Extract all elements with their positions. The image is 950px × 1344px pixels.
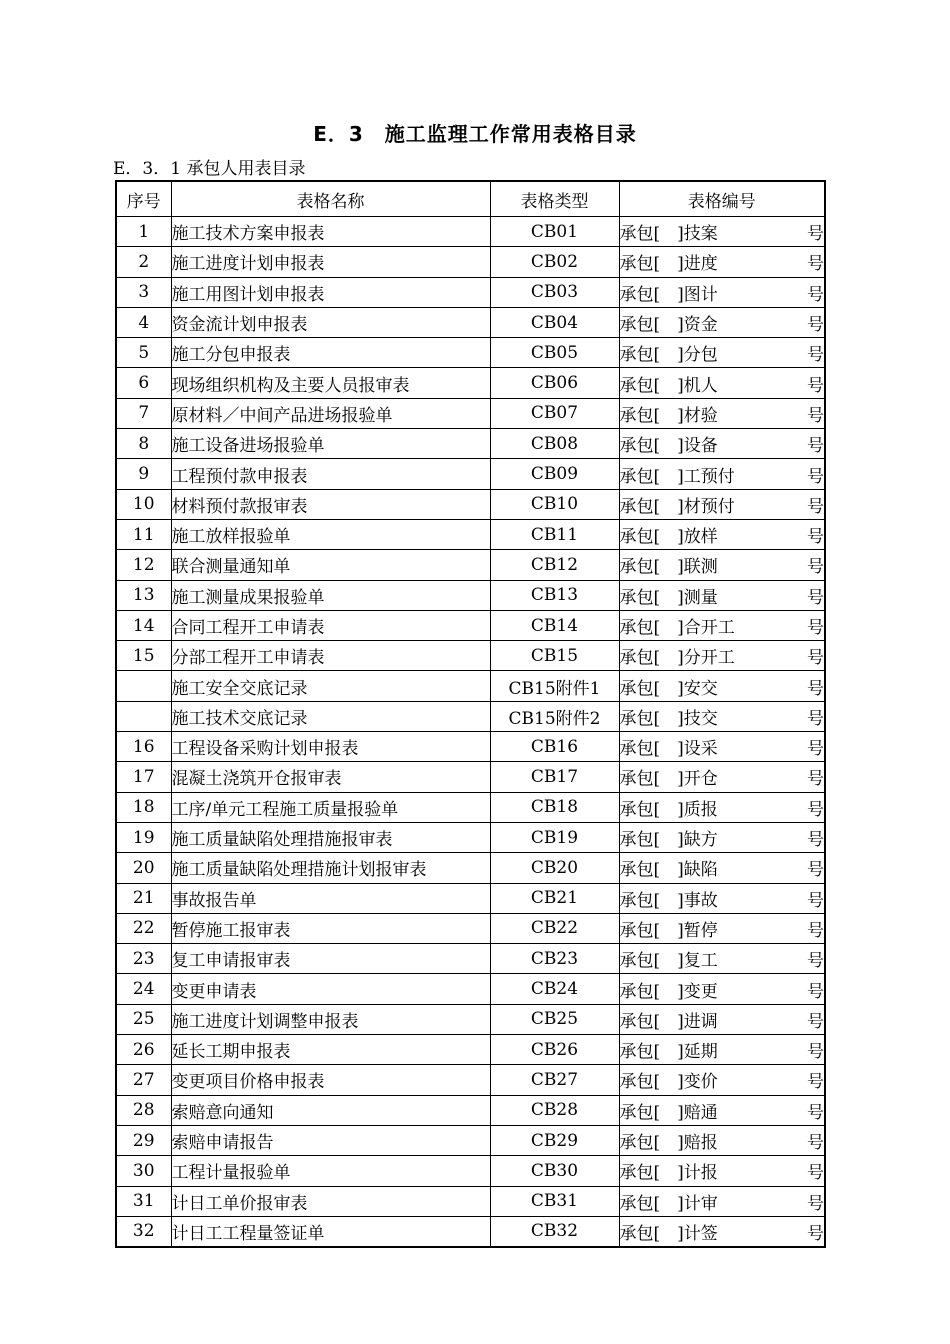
form-code-prefix: 承包[ ]变价 — [619, 1072, 718, 1093]
form-code — [619, 307, 825, 337]
form-code-suffix: 号 — [807, 466, 824, 487]
table-row — [116, 1186, 825, 1216]
form-code — [619, 701, 825, 731]
row-number: 29 — [116, 1125, 171, 1155]
form-code-suffix: 号 — [807, 1102, 824, 1123]
form-type: CB10 — [490, 489, 619, 519]
form-code-prefix: 承包[ ]放样 — [619, 527, 718, 548]
table-row — [116, 247, 825, 277]
form-type: CB05 — [490, 338, 619, 368]
row-number: 14 — [116, 610, 171, 640]
table-row — [116, 610, 825, 640]
form-code-suffix: 号 — [807, 224, 824, 245]
header-code: 表格编号 — [619, 181, 825, 217]
form-code — [619, 1125, 825, 1155]
form-name: 施工分包申报表 — [171, 338, 490, 368]
section-subtitle: E．3．1 承包人用表目录 — [113, 159, 306, 179]
form-code-prefix: 承包[ ]安交 — [619, 678, 718, 699]
row-number: 2 — [116, 247, 171, 277]
form-code-wrap — [620, 613, 825, 638]
form-code — [619, 792, 825, 822]
row-number: 26 — [116, 1035, 171, 1065]
form-code — [619, 1095, 825, 1125]
form-code-prefix: 承包[ ]材预付 — [619, 496, 735, 517]
form-code-wrap — [620, 431, 825, 456]
form-code-suffix: 号 — [807, 254, 824, 275]
form-code-wrap — [620, 1219, 825, 1244]
form-type: CB01 — [490, 217, 619, 247]
form-name: 施工质量缺陷处理措施报审表 — [171, 822, 490, 852]
form-name: 施工技术交底记录 — [171, 701, 490, 731]
row-number: 21 — [116, 883, 171, 913]
form-code-prefix: 承包[ ]材验 — [619, 405, 718, 426]
form-code-wrap — [620, 643, 825, 668]
form-name: 工程预付款申报表 — [171, 459, 490, 489]
form-code-wrap — [620, 310, 825, 335]
form-name: 材料预付款报审表 — [171, 489, 490, 519]
form-code-wrap — [620, 249, 825, 274]
form-code — [619, 1186, 825, 1216]
form-code-wrap — [620, 855, 825, 880]
form-code — [619, 429, 825, 459]
form-type: CB03 — [490, 277, 619, 307]
form-code — [619, 519, 825, 549]
form-code-wrap — [620, 795, 825, 820]
form-name: 联合测量通知单 — [171, 550, 490, 580]
form-type: CB19 — [490, 822, 619, 852]
form-code-wrap — [620, 280, 825, 305]
form-code-prefix: 承包[ ]设采 — [619, 739, 718, 760]
form-code-wrap — [620, 583, 825, 608]
form-code-prefix: 承包[ ]开仓 — [619, 769, 718, 790]
form-code-suffix: 号 — [807, 587, 824, 608]
form-code-wrap — [620, 401, 825, 426]
header-no: 序号 — [116, 181, 171, 217]
form-code-suffix: 号 — [807, 284, 824, 305]
table-row — [116, 974, 825, 1004]
row-number: 20 — [116, 853, 171, 883]
form-code-suffix: 号 — [807, 769, 824, 790]
form-code-suffix: 号 — [807, 860, 824, 881]
form-code-prefix: 承包[ ]联测 — [619, 557, 718, 578]
row-number: 13 — [116, 580, 171, 610]
form-name: 分部工程开工申请表 — [171, 641, 490, 671]
form-code-wrap — [620, 371, 825, 396]
form-code-prefix: 承包[ ]计报 — [619, 1163, 718, 1184]
form-name: 暂停施工报审表 — [171, 913, 490, 943]
table-row — [116, 459, 825, 489]
table-row — [116, 913, 825, 943]
row-number: 28 — [116, 1095, 171, 1125]
form-name: 工序/单元工程施工质量报验单 — [171, 792, 490, 822]
table-row — [116, 853, 825, 883]
table-row — [116, 1035, 825, 1065]
table-row — [116, 217, 825, 247]
form-type: CB11 — [490, 519, 619, 549]
row-number: 7 — [116, 398, 171, 428]
form-code-prefix: 承包[ ]进调 — [619, 1011, 718, 1032]
form-code — [619, 1004, 825, 1034]
form-code-prefix: 承包[ ]资金 — [619, 315, 718, 336]
table-row — [116, 277, 825, 307]
row-number: 9 — [116, 459, 171, 489]
table-row — [116, 429, 825, 459]
row-number: 3 — [116, 277, 171, 307]
form-code-suffix: 号 — [807, 739, 824, 760]
form-type: CB02 — [490, 247, 619, 277]
form-code-prefix: 承包[ ]复工 — [619, 951, 718, 972]
form-type: CB08 — [490, 429, 619, 459]
row-number: 16 — [116, 732, 171, 762]
form-code-prefix: 承包[ ]测量 — [619, 587, 718, 608]
form-code-prefix: 承包[ ]计审 — [619, 1193, 718, 1214]
form-code — [619, 913, 825, 943]
form-code-prefix: 承包[ ]赔通 — [619, 1102, 718, 1123]
form-code — [619, 1216, 825, 1247]
form-code-prefix: 承包[ ]分包 — [619, 345, 718, 366]
form-type: CB27 — [490, 1065, 619, 1095]
form-code-suffix: 号 — [807, 1042, 824, 1063]
table-row — [116, 489, 825, 519]
form-code-suffix: 号 — [807, 527, 824, 548]
form-name: 索赔申请报告 — [171, 1125, 490, 1155]
form-code — [619, 883, 825, 913]
form-code-suffix: 号 — [807, 1193, 824, 1214]
form-code — [619, 247, 825, 277]
form-code-wrap — [620, 492, 825, 517]
form-type: CB13 — [490, 580, 619, 610]
form-type: CB21 — [490, 883, 619, 913]
form-code — [619, 732, 825, 762]
form-code — [619, 1065, 825, 1095]
form-code — [619, 1035, 825, 1065]
form-code — [619, 338, 825, 368]
form-code-suffix: 号 — [807, 1133, 824, 1154]
form-code-wrap — [620, 1158, 825, 1183]
form-type: CB04 — [490, 307, 619, 337]
header-row — [116, 181, 825, 217]
table-row — [116, 1125, 825, 1155]
form-type: CB15 — [490, 641, 619, 671]
form-type: CB15附件1 — [490, 671, 619, 701]
row-number: 1 — [116, 217, 171, 247]
form-name: 现场组织机构及主要人员报审表 — [171, 368, 490, 398]
row-number: 24 — [116, 974, 171, 1004]
table-header — [116, 181, 825, 217]
form-code-wrap — [620, 462, 825, 487]
table-row — [116, 1156, 825, 1186]
table-body — [116, 217, 825, 1248]
form-code-wrap — [620, 734, 825, 759]
form-type: CB20 — [490, 853, 619, 883]
form-type: CB25 — [490, 1004, 619, 1034]
form-name: 施工测量成果报验单 — [171, 580, 490, 610]
row-number: 22 — [116, 913, 171, 943]
form-code-wrap — [620, 977, 825, 1002]
form-code-prefix: 承包[ ]事故 — [619, 890, 718, 911]
row-number: 23 — [116, 944, 171, 974]
form-code-wrap — [620, 1098, 825, 1123]
form-code — [619, 1156, 825, 1186]
row-number: 31 — [116, 1186, 171, 1216]
form-type: CB23 — [490, 944, 619, 974]
table-row — [116, 732, 825, 762]
form-name: 计日工工程量签证单 — [171, 1216, 490, 1247]
form-code — [619, 762, 825, 792]
form-type: CB12 — [490, 550, 619, 580]
form-name: 索赔意向通知 — [171, 1095, 490, 1125]
form-type: CB29 — [490, 1125, 619, 1155]
form-code-wrap — [620, 916, 825, 941]
row-number: 30 — [116, 1156, 171, 1186]
form-code-suffix: 号 — [807, 618, 824, 638]
form-code-prefix: 承包[ ]缺方 — [619, 830, 718, 851]
row-number: 4 — [116, 307, 171, 337]
form-code-prefix: 承包[ ]变更 — [619, 981, 718, 1002]
form-code-wrap — [620, 522, 825, 547]
row-number: 17 — [116, 762, 171, 792]
form-code — [619, 398, 825, 428]
row-number: 15 — [116, 641, 171, 671]
table-row — [116, 519, 825, 549]
form-code — [619, 580, 825, 610]
form-name: 施工质量缺陷处理措施计划报审表 — [171, 853, 490, 883]
form-code-suffix: 号 — [807, 799, 824, 820]
form-code-wrap — [620, 674, 825, 699]
form-code-prefix: 承包[ ]缺陷 — [619, 860, 718, 881]
row-number: 27 — [116, 1065, 171, 1095]
form-code-prefix: 承包[ ]进度 — [619, 254, 718, 275]
form-name: 计日工单价报审表 — [171, 1186, 490, 1216]
table-row — [116, 307, 825, 337]
form-name: 原材料／中间产品进场报验单 — [171, 398, 490, 428]
form-code — [619, 822, 825, 852]
form-code-wrap — [620, 1189, 825, 1214]
table-row — [116, 822, 825, 852]
form-name: 工程计量报验单 — [171, 1156, 490, 1186]
table-row — [116, 883, 825, 913]
form-name: 事故报告单 — [171, 883, 490, 913]
form-code-suffix: 号 — [807, 375, 824, 396]
form-code-suffix: 号 — [807, 648, 824, 669]
row-number: 18 — [116, 792, 171, 822]
row-number: 25 — [116, 1004, 171, 1034]
form-code — [619, 974, 825, 1004]
form-name: 施工用图计划申报表 — [171, 277, 490, 307]
form-type: CB07 — [490, 398, 619, 428]
form-code — [619, 550, 825, 580]
form-code-prefix: 承包[ ]质报 — [619, 799, 718, 820]
form-name: 变更项目价格申报表 — [171, 1065, 490, 1095]
form-code-wrap — [620, 219, 825, 244]
form-name: 施工安全交底记录 — [171, 671, 490, 701]
form-code-prefix: 承包[ ]延期 — [619, 1042, 718, 1063]
form-name: 施工技术方案申报表 — [171, 217, 490, 247]
form-name: 变更申请表 — [171, 974, 490, 1004]
table-row — [116, 1216, 825, 1247]
form-code-suffix: 号 — [807, 436, 824, 457]
form-code-suffix: 号 — [807, 496, 824, 517]
form-code-prefix: 承包[ ]设备 — [619, 436, 718, 457]
table-row — [116, 1095, 825, 1125]
form-code-wrap — [620, 825, 825, 850]
form-type: CB15附件2 — [490, 701, 619, 731]
form-type: CB18 — [490, 792, 619, 822]
form-name: 资金流计划申报表 — [171, 307, 490, 337]
form-code-wrap — [620, 946, 825, 971]
form-name: 工程设备采购计划申报表 — [171, 732, 490, 762]
form-code-prefix: 承包[ ]机人 — [619, 375, 718, 396]
form-name: 延长工期申报表 — [171, 1035, 490, 1065]
table-row — [116, 944, 825, 974]
form-type: CB17 — [490, 762, 619, 792]
form-code-suffix: 号 — [807, 678, 824, 699]
header-type: 表格类型 — [490, 181, 619, 217]
form-type: CB22 — [490, 913, 619, 943]
row-number: 12 — [116, 550, 171, 580]
row-number: 10 — [116, 489, 171, 519]
table-row — [116, 641, 825, 671]
row-number: 32 — [116, 1216, 171, 1247]
header-name: 表格名称 — [171, 181, 490, 217]
form-code-prefix: 承包[ ]计签 — [619, 1223, 718, 1244]
form-code-wrap — [620, 1128, 825, 1153]
form-name: 混凝土浇筑开仓报审表 — [171, 762, 490, 792]
table-row — [116, 368, 825, 398]
form-name: 合同工程开工申请表 — [171, 610, 490, 640]
table-row — [116, 580, 825, 610]
form-type: CB30 — [490, 1156, 619, 1186]
form-code-suffix: 号 — [807, 1072, 824, 1093]
form-code-wrap — [620, 340, 825, 365]
form-code-wrap — [620, 704, 825, 729]
form-code-wrap — [620, 1037, 825, 1062]
form-code — [619, 459, 825, 489]
row-number: 19 — [116, 822, 171, 852]
form-code-prefix: 承包[ ]暂停 — [619, 920, 718, 941]
table-row — [116, 550, 825, 580]
form-name: 施工进度计划调整申报表 — [171, 1004, 490, 1034]
form-code-suffix: 号 — [807, 920, 824, 941]
form-code-suffix: 号 — [807, 405, 824, 426]
form-code — [619, 641, 825, 671]
form-code — [619, 853, 825, 883]
form-name: 施工放样报验单 — [171, 519, 490, 549]
form-code-wrap — [620, 1007, 825, 1032]
row-number — [116, 701, 171, 731]
form-code-prefix: 承包[ ]分开工 — [619, 648, 735, 669]
form-code-suffix: 号 — [807, 708, 824, 729]
table-row — [116, 701, 825, 731]
form-code-wrap — [620, 764, 825, 789]
form-type: CB31 — [490, 1186, 619, 1216]
table-row — [116, 762, 825, 792]
form-code — [619, 944, 825, 974]
table-row — [116, 338, 825, 368]
row-number — [116, 671, 171, 701]
form-code-suffix: 号 — [807, 345, 824, 366]
page-title: E．3 施工监理工作常用表格目录 — [313, 122, 637, 146]
form-code-suffix: 号 — [807, 1223, 824, 1244]
form-name: 施工设备进场报验单 — [171, 429, 490, 459]
form-code-prefix: 承包[ ]技交 — [619, 708, 718, 729]
form-code-suffix: 号 — [807, 315, 824, 336]
form-code — [619, 217, 825, 247]
form-code-suffix: 号 — [807, 1163, 824, 1184]
form-code-prefix: 承包[ ]技案 — [619, 224, 718, 245]
form-code — [619, 671, 825, 701]
form-code-prefix: 承包[ ]图计 — [619, 284, 718, 305]
row-number: 11 — [116, 519, 171, 549]
row-number: 5 — [116, 338, 171, 368]
form-catalog-table — [115, 180, 826, 1248]
form-code-suffix: 号 — [807, 1011, 824, 1032]
row-number: 6 — [116, 368, 171, 398]
table-row — [116, 1004, 825, 1034]
form-code-wrap — [620, 1067, 825, 1092]
form-type: CB28 — [490, 1095, 619, 1125]
form-type: CB14 — [490, 610, 619, 640]
table-row — [116, 1065, 825, 1095]
form-name: 施工进度计划申报表 — [171, 247, 490, 277]
form-code — [619, 368, 825, 398]
form-type: CB26 — [490, 1035, 619, 1065]
row-number: 8 — [116, 429, 171, 459]
form-code-prefix: 承包[ ]赔报 — [619, 1133, 718, 1154]
table-row — [116, 671, 825, 701]
form-code-wrap — [620, 552, 825, 577]
form-code — [619, 610, 825, 640]
table-row — [116, 398, 825, 428]
form-code — [619, 489, 825, 519]
form-type: CB32 — [490, 1216, 619, 1247]
form-code-prefix: 承包[ ]工预付 — [619, 466, 735, 487]
form-code-suffix: 号 — [807, 830, 824, 851]
form-name: 复工申请报审表 — [171, 944, 490, 974]
form-type: CB16 — [490, 732, 619, 762]
form-code — [619, 277, 825, 307]
form-code-prefix: 承包[ ]合开工 — [619, 618, 735, 638]
form-type: CB09 — [490, 459, 619, 489]
form-type: CB06 — [490, 368, 619, 398]
table-row — [116, 792, 825, 822]
form-code-suffix: 号 — [807, 557, 824, 578]
form-code-suffix: 号 — [807, 890, 824, 911]
form-type: CB24 — [490, 974, 619, 1004]
form-code-suffix: 号 — [807, 951, 824, 972]
form-code-wrap — [620, 886, 825, 911]
form-code-suffix: 号 — [807, 981, 824, 1002]
